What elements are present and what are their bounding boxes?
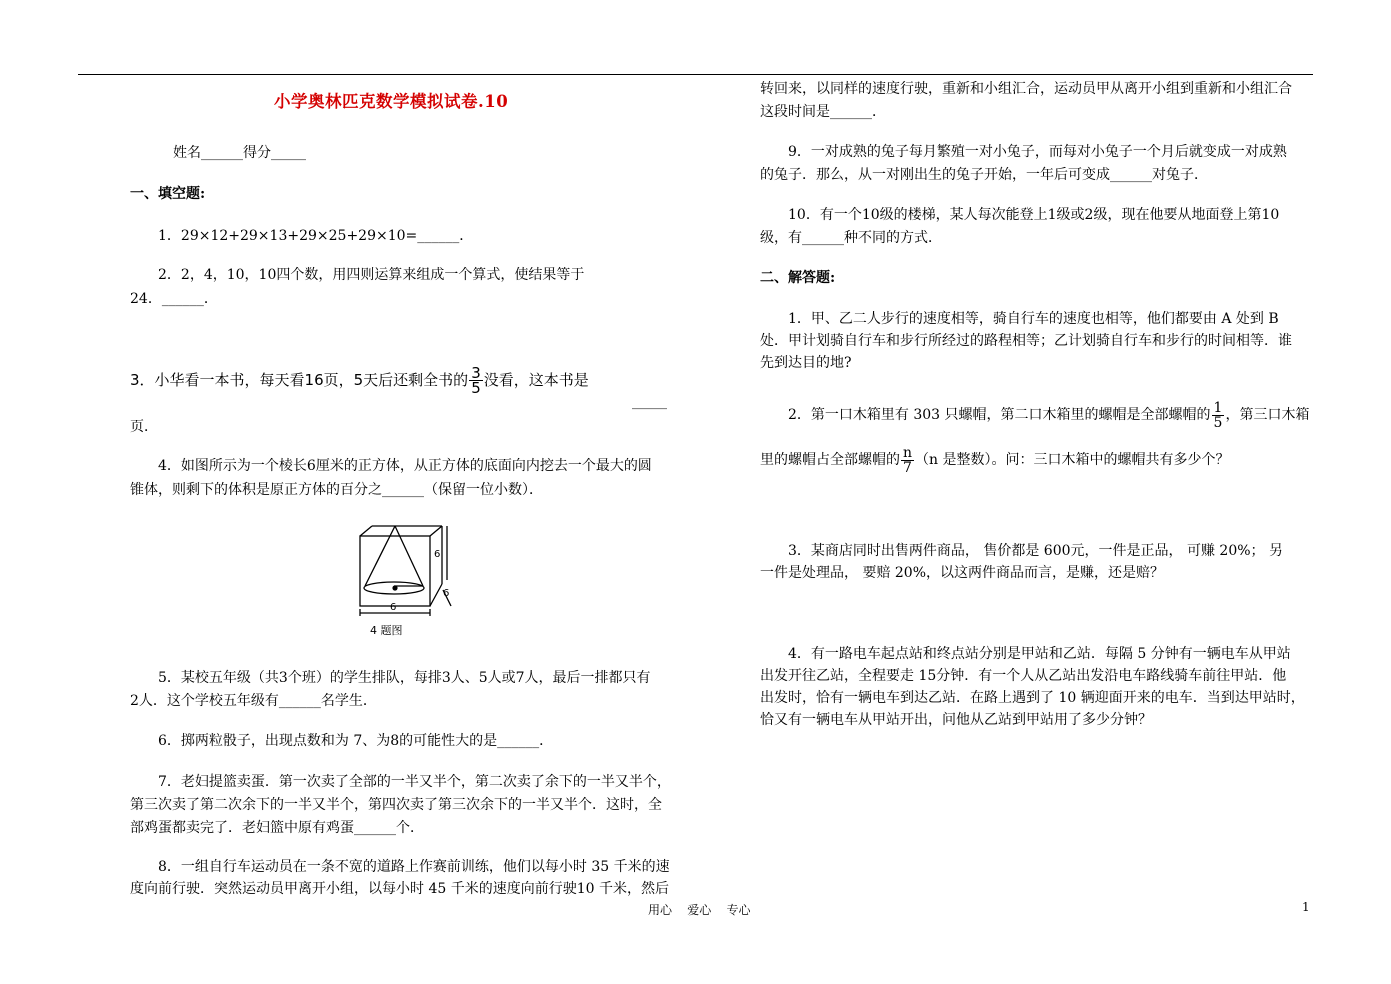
answer-4-line3: 出发时，恰有一辆电车到达乙站．在路上遇到了 10 辆迎面开来的电车．当到达甲站时， bbox=[760, 690, 1305, 706]
question-5-line2: 2人．这个学校五年级有______名学生． bbox=[130, 693, 377, 709]
question-7-line2: 第三次卖了第二次余下的一半又半个，第四次卖了第三次余下的一半又半个．这时，全 bbox=[130, 797, 662, 813]
answer-4-line1: 4．有一路电车起点站和终点站分别是甲站和乙站．每隔 5 分钟有一辆电车从甲站 bbox=[788, 646, 1291, 662]
question-6: 6．掷两粒骰子，出现点数和为 7、为8的可能性大的是______． bbox=[158, 733, 554, 749]
fraction-denominator: 7 bbox=[903, 459, 912, 476]
question-4-line2: 锥体，则剩下的体积是原正方体的百分之______（保留一位小数）． bbox=[130, 482, 543, 498]
dim-label-width: 6 bbox=[390, 602, 397, 613]
question-7-line3: 部鸡蛋都卖完了．老妇篮中原有鸡蛋______个． bbox=[130, 820, 424, 836]
answer-1-line3: 先到达目的地? bbox=[760, 355, 852, 371]
question-8-line3: 转回来，以同样的速度行驶，重新和小组汇合，运动员甲从离开小组到重新和小组汇合 bbox=[760, 81, 1292, 97]
fraction-numerator: 1 bbox=[1213, 399, 1223, 416]
footer-motto: 用心 爱心 专心 bbox=[648, 903, 751, 917]
fraction-denominator: 5 bbox=[1213, 414, 1223, 431]
question-7-line1: 7．老妇提篮卖蛋．第一次卖了全部的一半又半个，第二次卖了余下的一半又半个， bbox=[158, 774, 671, 790]
cone-apex-dot bbox=[392, 585, 397, 590]
fraction-numerator: n bbox=[903, 444, 913, 461]
question-9-line2: 的兔子．那么，从一对刚出生的兔子开始，一年后可变成______对兔子． bbox=[760, 167, 1208, 183]
question-2-line1: 2．2，4，10，10四个数，用四则运算来组成一个算式，使结果等于 bbox=[158, 267, 585, 283]
question-3-line1 bbox=[130, 362, 589, 398]
question-3-text-a: 3．小华看一本书，每天看16页，5天后还剩全书的 bbox=[130, 371, 469, 389]
question-1: 1．29×12+29×13+29×25+29×10=______． bbox=[158, 228, 474, 244]
question-5-line1: 5．某校五年级（共3个班）的学生排队，每排3人、5人或7人，最后一排都只有 bbox=[158, 670, 651, 686]
question-3-line2: 页． bbox=[130, 419, 158, 435]
page-number: 1 bbox=[1302, 900, 1310, 914]
figure-caption: 4 题图 bbox=[370, 624, 403, 637]
cube-cone-figure bbox=[355, 520, 460, 640]
answer-4-line2: 出发开往乙站，全程要走 15分钟．有一个人从乙站出发沿电车路线骑车前往甲站．他 bbox=[760, 668, 1287, 684]
answer-2-text-c: 里的螺帽占全部螺帽的 bbox=[760, 452, 900, 468]
answer-2-text-a: 2．第一口木箱里有 303 只螺帽，第二口木箱里的螺帽是全部螺帽的 bbox=[788, 407, 1211, 423]
question-3-text-b: 没看，这本书是 bbox=[483, 371, 589, 389]
answer-2-text-b: ，第三口木箱 bbox=[1225, 407, 1310, 423]
fraction-three-fifths bbox=[469, 366, 483, 395]
question-9-line1: 9．一对成熟的兔子每月繁殖一对小兔子，而每对小兔子一个月后就变成一对成熟 bbox=[788, 144, 1287, 160]
fraction-one-fifth bbox=[1212, 401, 1225, 430]
answer-2-text-d: （n 是整数）。问：三口木箱中的螺帽共有多少个？ bbox=[915, 452, 1230, 468]
fraction-denominator: 5 bbox=[471, 379, 481, 397]
answer-2-line2 bbox=[760, 441, 1230, 479]
dim-label-depth: 6 bbox=[443, 588, 450, 599]
question-8-line2: 度向前行驶．突然运动员甲离开小组，以每小时 45 千米的速度向前行驶10 千米，然后 bbox=[130, 881, 669, 897]
top-rule bbox=[78, 74, 1313, 75]
fraction-numerator: 3 bbox=[471, 364, 481, 382]
question-8-line1: 8．一组自行车运动员在一条不宽的道路上作赛前训练，他们以每小时 35 千米的速 bbox=[158, 859, 670, 875]
dim-label-height: 6 bbox=[434, 549, 441, 560]
answer-1-line2: 处．甲计划骑自行车和步行所经过的路程相等；乙计划骑自行车和步行的时间相等．谁 bbox=[760, 333, 1292, 349]
answer-1-line1: 1．甲、乙二人步行的速度相等，骑自行车的速度也相等，他们都要由 A 处到 B bbox=[788, 311, 1279, 327]
answer-3-line2: 一件是处理品， 要赔 20%，以这两件商品而言，是赚，还是赔？ bbox=[760, 565, 1165, 581]
question-4-line1: 4．如图所示为一个棱长6厘米的正方体，从正方体的底面向内挖去一个最大的圆 bbox=[158, 458, 652, 474]
answer-2-line1 bbox=[788, 396, 1309, 434]
fraction-n-sevenths bbox=[901, 446, 914, 475]
section-heading-answers: 二、解答题: bbox=[760, 270, 836, 286]
question-2-line2: 24．______． bbox=[130, 291, 218, 307]
question-3-blank: _____ bbox=[632, 394, 667, 410]
question-8-line4: 这段时间是______． bbox=[760, 104, 886, 120]
name-score-line: 姓名______得分_____ bbox=[173, 145, 306, 161]
answer-4-line4: 恰又有一辆电车从甲站开出，问他从乙站到甲站用了多少分钟？ bbox=[760, 712, 1152, 728]
section-heading-fill: 一、填空题: bbox=[130, 186, 206, 202]
answer-3-line1: 3．某商店同时出售两件商品， 售价都是 600元，一件是正品， 可赚 20%； 另 bbox=[788, 543, 1283, 559]
question-10-line2: 级，有______种不同的方式． bbox=[760, 230, 942, 246]
page-title: 小学奥林匹克数学模拟试卷.10 bbox=[274, 92, 509, 111]
question-10-line1: 10．有一个10级的楼梯，某人每次能登上1级或2级，现在他要从地面登上第10 bbox=[788, 207, 1280, 223]
